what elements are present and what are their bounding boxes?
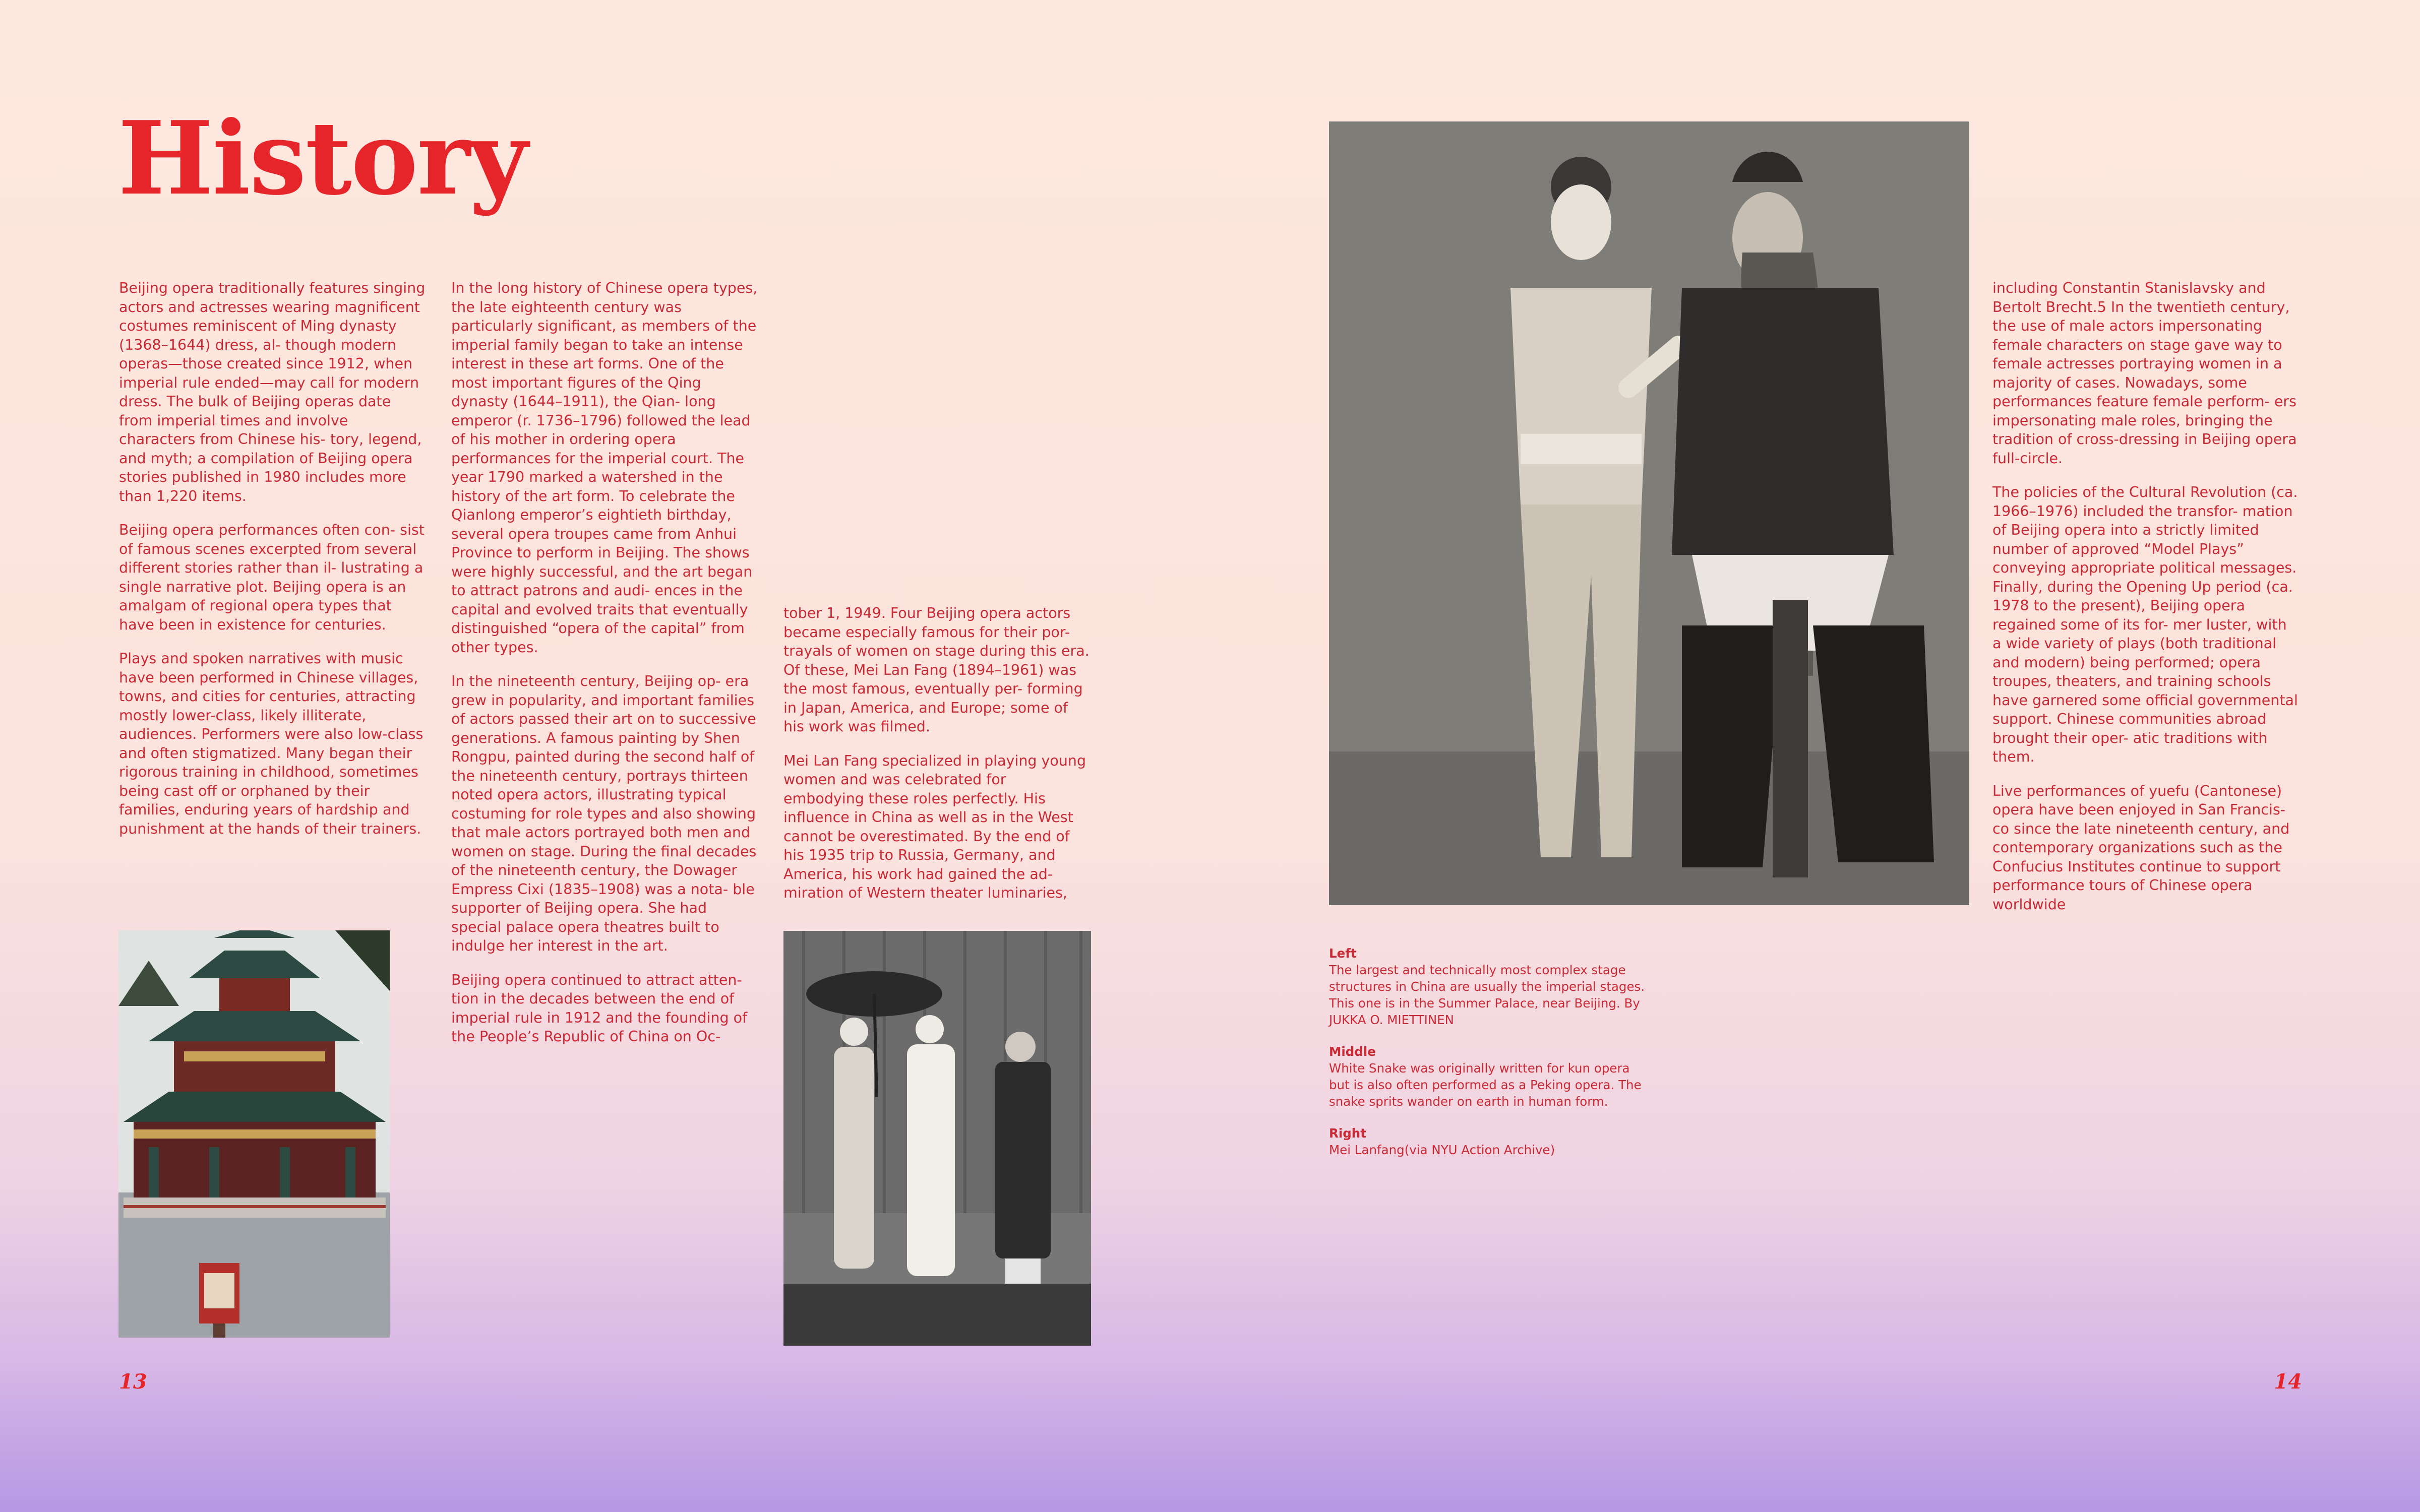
paragraph: Beijing opera traditionally features singing actors and actresses wearing magnificent costumes reminiscent of Ming dynasty (1368–1644) dress, al- though modern operas—those created since 1912, when imperial rule ended—may call for modern dress. The bulk of Beijing operas date from imperial times and involve characters from Chinese his- tory, legend, and myth; a compilation of Beijing opera stories published in 1980 includes more than 1,220 items.	[119, 280, 426, 505]
caption-middle-text: White Snake was originally written for kun opera but is also often performed as a Peking opera. The snake sprits wander on earth in human form.	[1329, 1061, 1642, 1109]
paragraph: Plays and spoken narratives with music have been performed in Chinese villages, towns, and cities for centuries, attracting mostly lower-class, likely illiterate, audiences. Performers were also low-class and often stigmatized. Many began their rigorous training in childhood, sometimes being cast off or orphaned by their families, enduring years of hardship and punishment at the hands of their trainers.	[119, 650, 424, 837]
caption-right-label: Right	[1329, 1126, 1366, 1141]
caption-right-text: Mei Lanfang(via NYU Action Archive)	[1329, 1143, 1555, 1157]
caption-left-text: The largest and technically most complex stage structures in China are usually the imperial stages. This one is in the Summer Palace, near Beijing. By JUKKA O. MIETTINEN	[1329, 963, 1645, 1027]
summer-palace-stage-photo	[118, 930, 390, 1338]
caption-left-label: Left	[1329, 946, 1357, 961]
text-column-3	[783, 604, 1091, 918]
paragraph: Beijing opera performances often con- sist of famous scenes excerpted from several different stories rather than il- lustrating a single narrative plot. Beijing opera is an amalgam of regional opera types that have been in existence for centuries.	[119, 522, 425, 633]
paragraph: The policies of the Cultural Revolution (ca. 1966–1976) included the transfor- mation of Beijing opera into a strictly limited number of approved “Model Plays” conveying appropriate political messages. Finally, during the Opening Up period (ca. 1978 to the present), Beijing opera regained some of its for- mer luster, with a wide variety of plays (both traditional and modern) being performed; opera troupes, theaters, and training schools have garnered some official governmental support. Chinese communities abroad brought their oper- atic traditions with them.	[1992, 484, 2298, 765]
text-column-2	[451, 279, 759, 1061]
caption-right	[1329, 1125, 1652, 1158]
caption-middle-label: Middle	[1329, 1044, 1376, 1059]
paragraph: Mei Lan Fang specialized in playing young women and was celebrated for embodying these roles perfectly. His influence in China as well as in the West cannot be overestimated. By the end of his 1935 trip to Russia, Germany, and America, his work had gained the ad- miration of Western theater luminaries,	[783, 752, 1086, 901]
paragraph: Live performances of yuefu (Cantonese) opera have been enjoyed in San Francis- co since the late nineteenth century, and contemporary organizations such as the Confucius Institutes continue to support performance tours of Chinese opera worldwide	[1992, 782, 2290, 913]
text-column-4	[1992, 279, 2300, 929]
photo-captions	[1329, 945, 1652, 1173]
mei-lanfang-photo	[1329, 121, 1969, 905]
text-column-1	[119, 279, 427, 853]
caption-left	[1329, 945, 1652, 1028]
paragraph: Beijing opera continued to attract atten- tion in the decades between the end of imperial rule in 1912 and the founding of the People’s Republic of China on Oc-	[451, 971, 748, 1045]
page-number-right: 14	[2274, 1370, 2302, 1394]
paragraph: In the nineteenth century, Beijing op- era grew in popularity, and important families of actors passed their art on to successive generations. A famous painting by Shen Rongpu, painted during the second half of the nineteenth century, portrays thirteen noted opera actors, illustrating typical costuming for role types and also showing that male actors portrayed both men and women on stage. During the final decades of the nineteenth century, the Dowager Empress Cixi (1835–1908) was a nota- ble supporter of Beijing opera. She had special palace opera theatres built to indulge her interest in the art.	[451, 673, 757, 954]
page-number-left: 13	[119, 1370, 147, 1394]
paragraph: In the long history of Chinese opera types, the late eighteenth century was particularly significant, as members of the imperial family began to take an intense interest in these art forms. One of the most important figures of the Qing dynasty (1644–1911), the Qian- long emperor (r. 1736–1796) followed the lead of his mother in ordering opera performances for the imperial court. The year 1790 marked a watershed in the history of the art form. To celebrate the Qianlong emperor’s eightieth birthday, several opera troupes came from Anhui Province to perform in Beijing. The shows were highly successful, and the art began to attract patrons and audi- ences in the capital and evolved traits that eventually distinguished “opera of the capital” from other types.	[451, 280, 758, 656]
page-title: History	[118, 99, 527, 218]
paragraph: tober 1, 1949. Four Beijing opera actors became especially famous for their por- trayals of women on stage during this era. Of these, Mei Lan Fang (1894–1961) was the most famous, eventually per- forming in Japan, America, and Europe; some of his work was filmed.	[783, 605, 1090, 735]
white-snake-opera-photo	[783, 931, 1091, 1346]
paragraph: including Constantin Stanislavsky and Bertolt Brecht.5 In the twentieth century, the use of male actors impersonating female characters on stage gave way to female actresses portraying women in a majority of cases. Nowadays, some performances feature female perform- ers impersonating male roles, bringing the tradition of cross-dressing in Beijing opera full-circle.	[1992, 280, 2297, 467]
caption-middle	[1329, 1043, 1652, 1110]
